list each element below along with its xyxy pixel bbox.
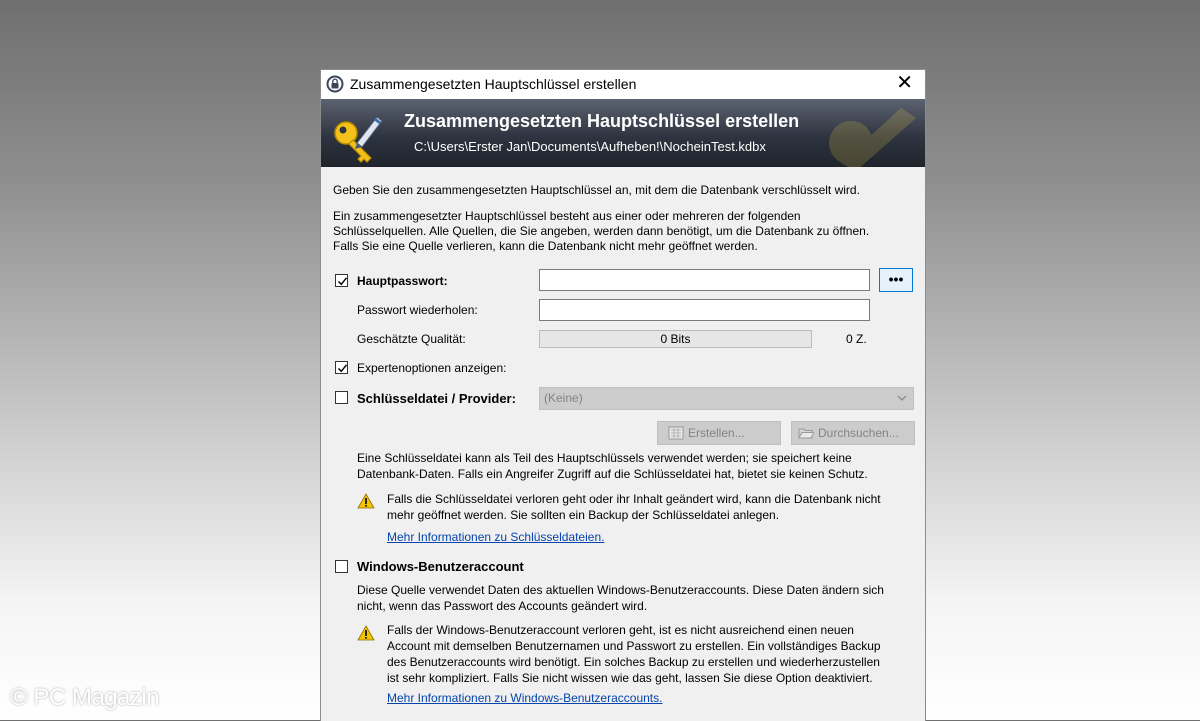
intro-paragraph-line: Falls Sie eine Quelle verlieren, kann die Datenbank nicht mehr geöffnet werden. [333, 239, 758, 253]
repeat-password-input[interactable] [539, 299, 870, 321]
banner-watermark-icon [821, 103, 925, 167]
master-password-label: Hauptpasswort: [357, 274, 448, 288]
window-title: Zusammengesetzten Hauptschlüssel erstellen [350, 76, 637, 92]
header-banner [321, 99, 925, 167]
checkmark-icon [337, 276, 348, 287]
keyfile-description-line: Datenbank-Daten. Falls ein Angreifer Zugriff auf die Schlüsseldatei hat, bietet sie keinen Schutz. [357, 467, 868, 481]
create-keyfile-button[interactable] [657, 421, 781, 445]
master-password-checkbox[interactable] [335, 274, 348, 287]
warning-icon [357, 625, 375, 641]
windows-account-warning-line: Falls der Windows-Benutzeraccount verloren geht, ist es nicht ausreichend einen neuen [387, 623, 854, 637]
expert-options-label: Expertenoptionen anzeigen: [357, 361, 507, 375]
key-pen-icon [331, 113, 383, 165]
intro-paragraph-line: Ein zusammengesetzter Hauptschlüssel besteht aus einer oder mehreren der folgenden [333, 209, 801, 223]
folder-open-icon [798, 426, 814, 440]
windows-account-label: Windows-Benutzeraccount [357, 559, 524, 574]
windows-account-description-line: Diese Quelle verwendet Daten des aktuellen Windows-Benutzeraccounts. Diese Daten ändern sich [357, 583, 884, 597]
keyfile-checkbox[interactable] [335, 391, 348, 404]
character-count: 0 Z. [846, 332, 867, 346]
keyfile-label: Schlüsseldatei / Provider: [357, 391, 516, 406]
warning-icon [357, 493, 375, 509]
chevron-down-icon [897, 394, 907, 402]
keyfile-provider-value: (Keine) [544, 391, 583, 405]
create-keyfile-label: Erstellen... [688, 426, 745, 440]
window-titlebar[interactable] [321, 70, 925, 99]
windows-account-warning-line: ist sehr kompliziert. Falls Sie nicht wissen wie das geht, lassen Sie diese Option deaktiviert. [387, 671, 873, 685]
quality-progress-bar: 0 Bits [539, 330, 812, 348]
watermark-text: © PC Magazin [10, 684, 160, 711]
windows-account-info-link[interactable]: Mehr Informationen zu Windows-Benutzeraccounts. [387, 691, 663, 705]
browse-keyfile-label: Durchsuchen... [818, 426, 899, 440]
keyfile-description-line: Eine Schlüsseldatei kann als Teil des Hauptschlüssels verwendet werden; sie speichert keine [357, 451, 852, 465]
create-master-key-dialog [320, 69, 926, 721]
keyfile-info-link[interactable]: Mehr Informationen zu Schlüsseldateien. [387, 530, 605, 544]
browse-keyfile-button[interactable] [791, 421, 915, 445]
banner-title: Zusammengesetzten Hauptschlüssel erstellen [404, 111, 800, 131]
keepass-lock-icon [326, 75, 344, 93]
keyfile-warning-line: Falls die Schlüsseldatei verloren geht oder ihr Inhalt geändert wird, kann die Datenbank nicht [387, 492, 881, 506]
show-password-button[interactable]: ••• [879, 268, 913, 292]
keyfile-warning-line: mehr geöffnet werden. Sie sollten ein Backup der Schlüsseldatei anlegen. [387, 508, 780, 522]
close-icon[interactable]: ✕ [896, 72, 913, 94]
expert-options-checkbox[interactable] [335, 361, 348, 374]
checkmark-icon [337, 363, 348, 374]
windows-account-description-line: nicht, wenn das Passwort des Accounts geändert wird. [357, 599, 648, 613]
keyfile-provider-select[interactable] [539, 387, 914, 410]
windows-account-warning-line: Account mit demselben Benutzernamen und Passwort zu erstellen. Ein vollständiges Backup [387, 639, 881, 653]
intro-text: Geben Sie den zusammengesetzten Hauptschlüssel an, mit dem die Datenbank verschlüsselt wird. [333, 183, 860, 197]
repeat-password-label: Passwort wiederholen: [357, 303, 478, 317]
master-password-input[interactable] [539, 269, 870, 291]
windows-account-checkbox[interactable] [335, 560, 348, 573]
new-file-icon [668, 426, 684, 440]
database-path: C:\Users\Erster Jan\Documents\Aufheben!\NocheinTest.kdbx [414, 139, 766, 154]
intro-paragraph-line: Schlüsselquellen. Alle Quellen, die Sie angeben, werden dann benötigt, um die Datenbank zu öffnen. [333, 224, 870, 238]
quality-label: Geschätzte Qualität: [357, 332, 466, 346]
windows-account-warning-line: des Benutzeraccounts wird benötigt. Ein solches Backup zu erstellen und wiederherzustellen [387, 655, 880, 669]
